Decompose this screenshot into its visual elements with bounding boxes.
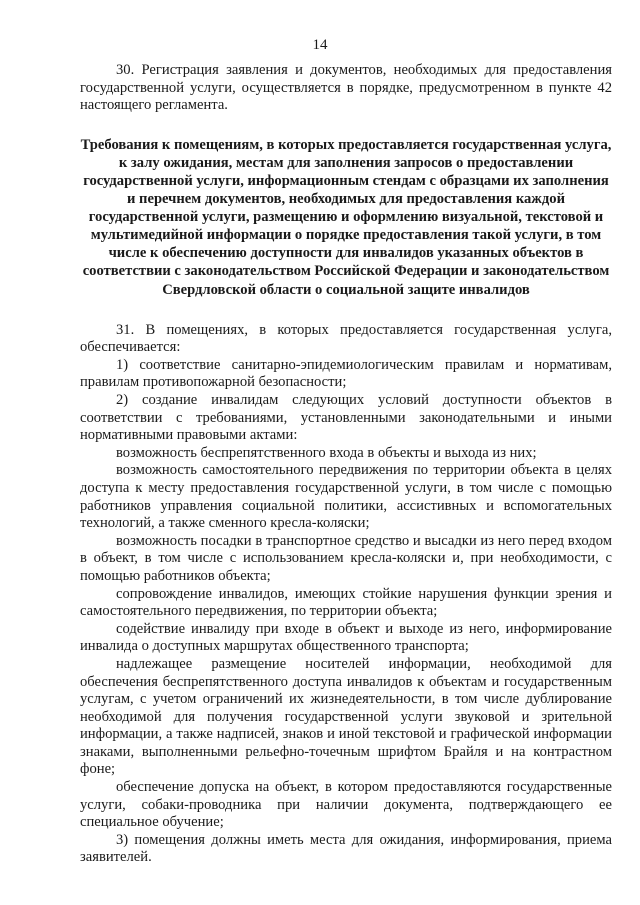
accessibility-item-movement: возможность самостоятельного передвижения по территории объекта в целях доступа к месту предоставления государственной услуги, в том числе с помощью работников управления социальной политики, ассистивных и вспомогательных технологий, а также сменного кресла-коляски; xyxy=(80,462,612,532)
paragraph-31: 31. В помещениях, в которых предоставляется государственная услуга, обеспечивается: xyxy=(80,321,612,356)
list-item-2: 2) создание инвалидам следующих условий доступности объектов в соответствии с требованиями, установленными законодательными и иными нормативными правовыми актами: xyxy=(80,392,612,444)
section-heading: Требования к помещениям, в которых предоставляется государственная услуга, к залу ожидания, местам для заполнения запросов о предоставлении государственной услуги, информационным стендам с образцами их заполнения и перечнем документов, необходимых для предоставления каждой государственной услуги, размещению и оформлению визуальной, текстовой и мультимедийной информации о порядке предоставления такой услуги, в том числе к обеспечению доступности для инвалидов указанных объектов в соответствии с законодательством Российской Федерации и законодательством Свердловской области о социальной защите инвалидов xyxy=(80,136,612,298)
document-body xyxy=(80,62,612,867)
accessibility-item-guide-dog: обеспечение допуска на объект, в котором предоставляются государственные услуги, собаки-проводника при наличии документа, подтверждающего ее специальное обучение; xyxy=(80,779,612,831)
accessibility-item-information: надлежащее размещение носителей информации, необходимой для обеспечения беспрепятственного доступа инвалидов к объектам и государственным услугам, с учетом ограничений их жизнедеятельности, в том числе дублирование необходимой для получения государственной услуги звуковой и зрительной информации, а также надписей, знаков и иной текстовой и графической информации знаками, выполненными рельефно-точечным шрифтом Брайля и на контрастном фоне; xyxy=(80,655,612,778)
page-number: 14 xyxy=(312,37,328,53)
accessibility-item-escort: сопровождение инвалидов, имеющих стойкие нарушения функции зрения и самостоятельного передвижения, по территории объекта; xyxy=(80,585,612,620)
accessibility-item-transport: возможность посадки в транспортное средство и высадки из него перед входом в объект, в том числе с использованием кресла-коляски и, при необходимости, с помощью работников объекта; xyxy=(80,532,612,584)
paragraph-30: 30. Регистрация заявления и документов, необходимых для предоставления государственной услуги, осуществляется в порядке, предусмотренном в пункте 42 настоящего регламента. xyxy=(80,62,612,114)
list-item-3: 3) помещения должны иметь места для ожидания, информирования, приема заявителей. xyxy=(80,831,612,866)
accessibility-item-entry: возможность беспрепятственного входа в объекты и выхода из них; xyxy=(116,444,537,461)
list-item-1: 1) соответствие санитарно-эпидемиологическим правилам и нормативам, правилам противопожарной безопасности; xyxy=(80,356,612,391)
accessibility-item-assistance: содействие инвалиду при входе в объект и выходе из него, информирование инвалида о доступных маршрутах общественного транспорта; xyxy=(80,620,612,655)
